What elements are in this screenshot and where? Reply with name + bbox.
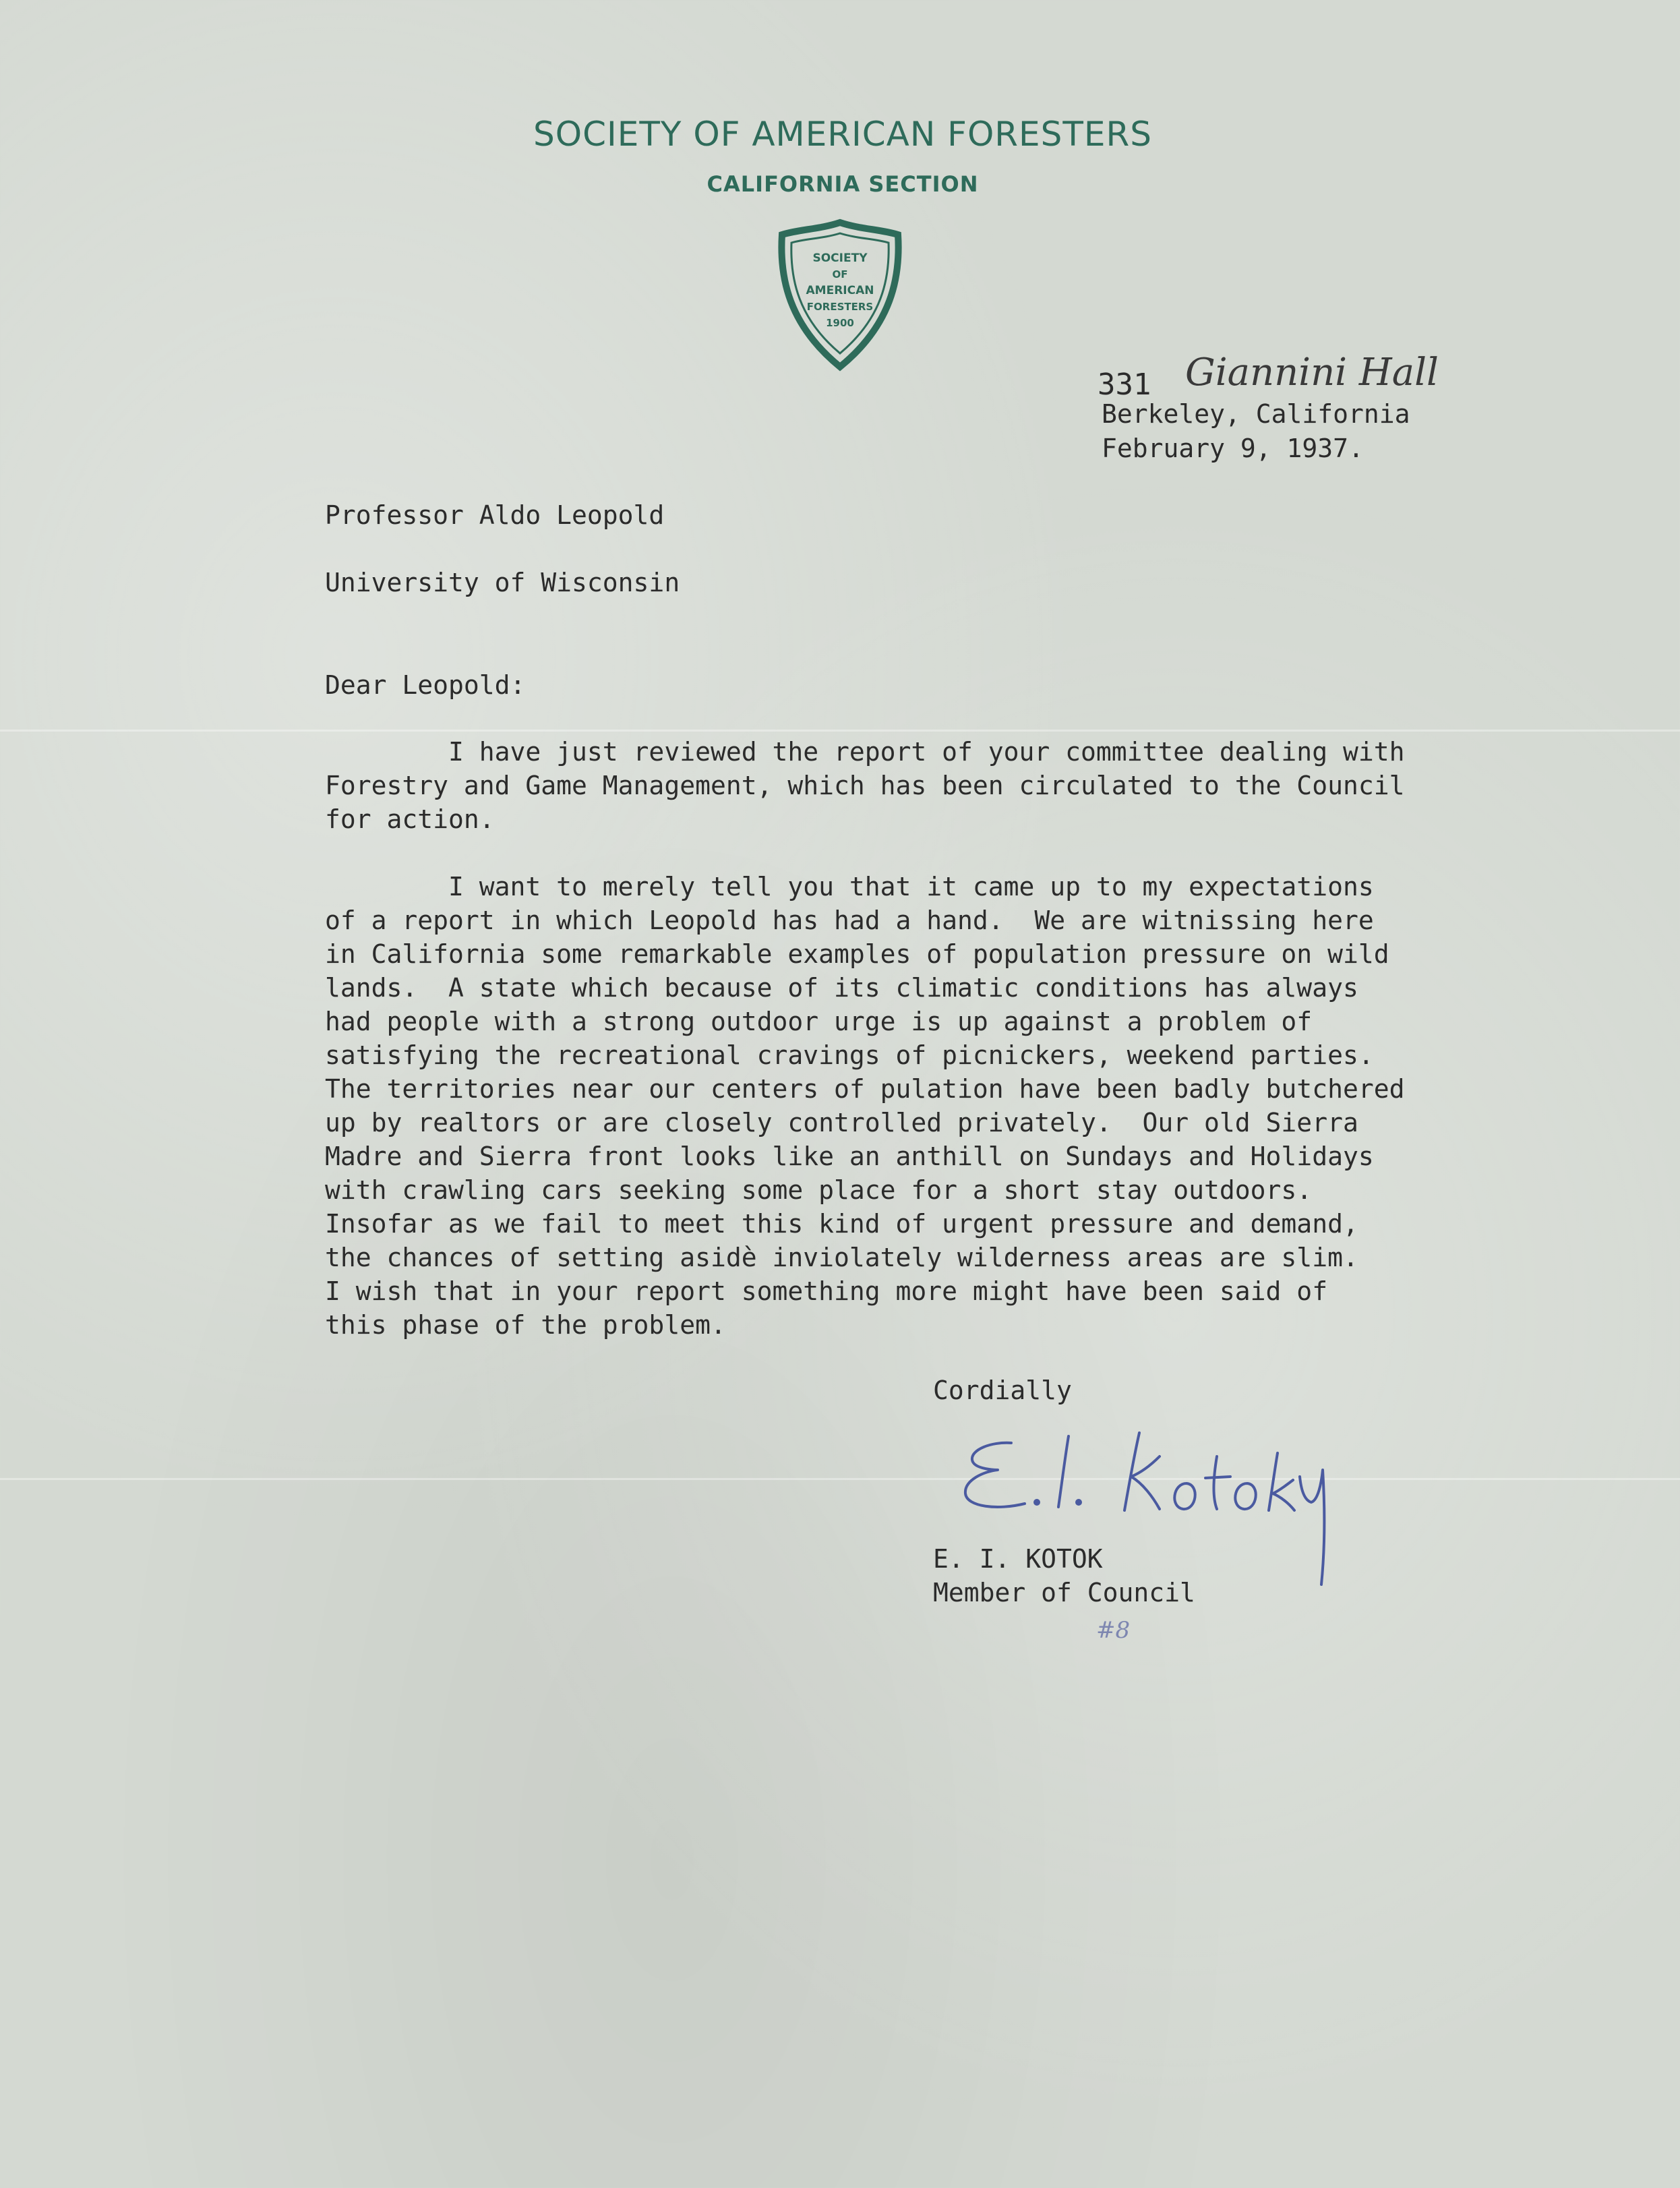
body-line: I have just reviewed the report of your committee dealing with — [325, 737, 1405, 767]
body-line: Insofar as we fail to meet this kind of urgent pressure and demand, — [325, 1209, 1358, 1239]
body-line: satisfying the recreational cravings of picnickers, weekend parties. — [325, 1040, 1374, 1070]
body-line: for action. — [325, 804, 495, 834]
salutation: Dear Leopold: — [325, 670, 526, 700]
body-line: of a report in which Leopold has had a hand. We are witnissing here — [325, 906, 1374, 935]
body-line: this phase of the problem. — [325, 1310, 726, 1340]
address-street-number: 331 — [1098, 367, 1151, 402]
seal-line: SOCIETY — [812, 252, 868, 265]
paper-fold-line — [0, 1478, 1680, 1480]
signer-title: Member of Council — [933, 1578, 1195, 1607]
recipient-name: Professor Aldo Leopold — [325, 500, 665, 530]
body-paragraph-1 — [325, 735, 1404, 836]
paper-fold-line — [0, 730, 1680, 732]
body-line: in California some remarkable examples of population pressure on wild — [325, 939, 1389, 969]
closing: Cordially — [933, 1376, 1072, 1405]
body-line: lands. A state which because of its climatic conditions has always — [325, 973, 1358, 1003]
pencil-annotation: #8 — [1096, 1617, 1131, 1644]
body-line: Madre and Sierra front looks like an anthill on Sundays and Holidays — [325, 1142, 1374, 1171]
body-line: the chances of setting asidè inviolately wilderness areas are slim. — [325, 1243, 1358, 1272]
body-paragraph-2 — [325, 870, 1404, 1342]
letterhead-section: CALIFORNIA SECTION — [707, 171, 979, 197]
society-seal-logo — [773, 217, 907, 372]
body-line: had people with a strong outdoor urge is up against a problem of — [325, 1007, 1313, 1036]
seal-line: FORESTERS — [806, 301, 874, 313]
address-city: Berkeley, California — [1102, 399, 1410, 429]
seal-line: AMERICAN — [806, 284, 874, 297]
body-line: with crawling cars seeking some place for a short stay outdoors. — [325, 1175, 1313, 1205]
recipient-institution: University of Wisconsin — [325, 568, 680, 597]
seal-line: 1900 — [826, 317, 854, 329]
body-line: I wish that in your report something more might have been said of — [325, 1276, 1328, 1306]
address-street-handwritten: Giannini Hall — [1185, 351, 1439, 394]
body-line: up by realtors or are closely controlled privately. Our old Sierra — [325, 1108, 1358, 1137]
body-line: Forestry and Game Management, which has been circulated to the Council — [325, 771, 1405, 800]
letter-date: February 9, 1937. — [1102, 434, 1364, 463]
letterhead-organization: SOCIETY OF AMERICAN FORESTERS — [533, 115, 1152, 154]
signer-name: E. I. KOTOK — [933, 1544, 1103, 1574]
body-line: I want to merely tell you that it came up to my expectations — [325, 872, 1374, 901]
body-line: The territories near our centers of pulation have been badly butchered — [325, 1074, 1405, 1104]
seal-line: OF — [832, 268, 848, 280]
